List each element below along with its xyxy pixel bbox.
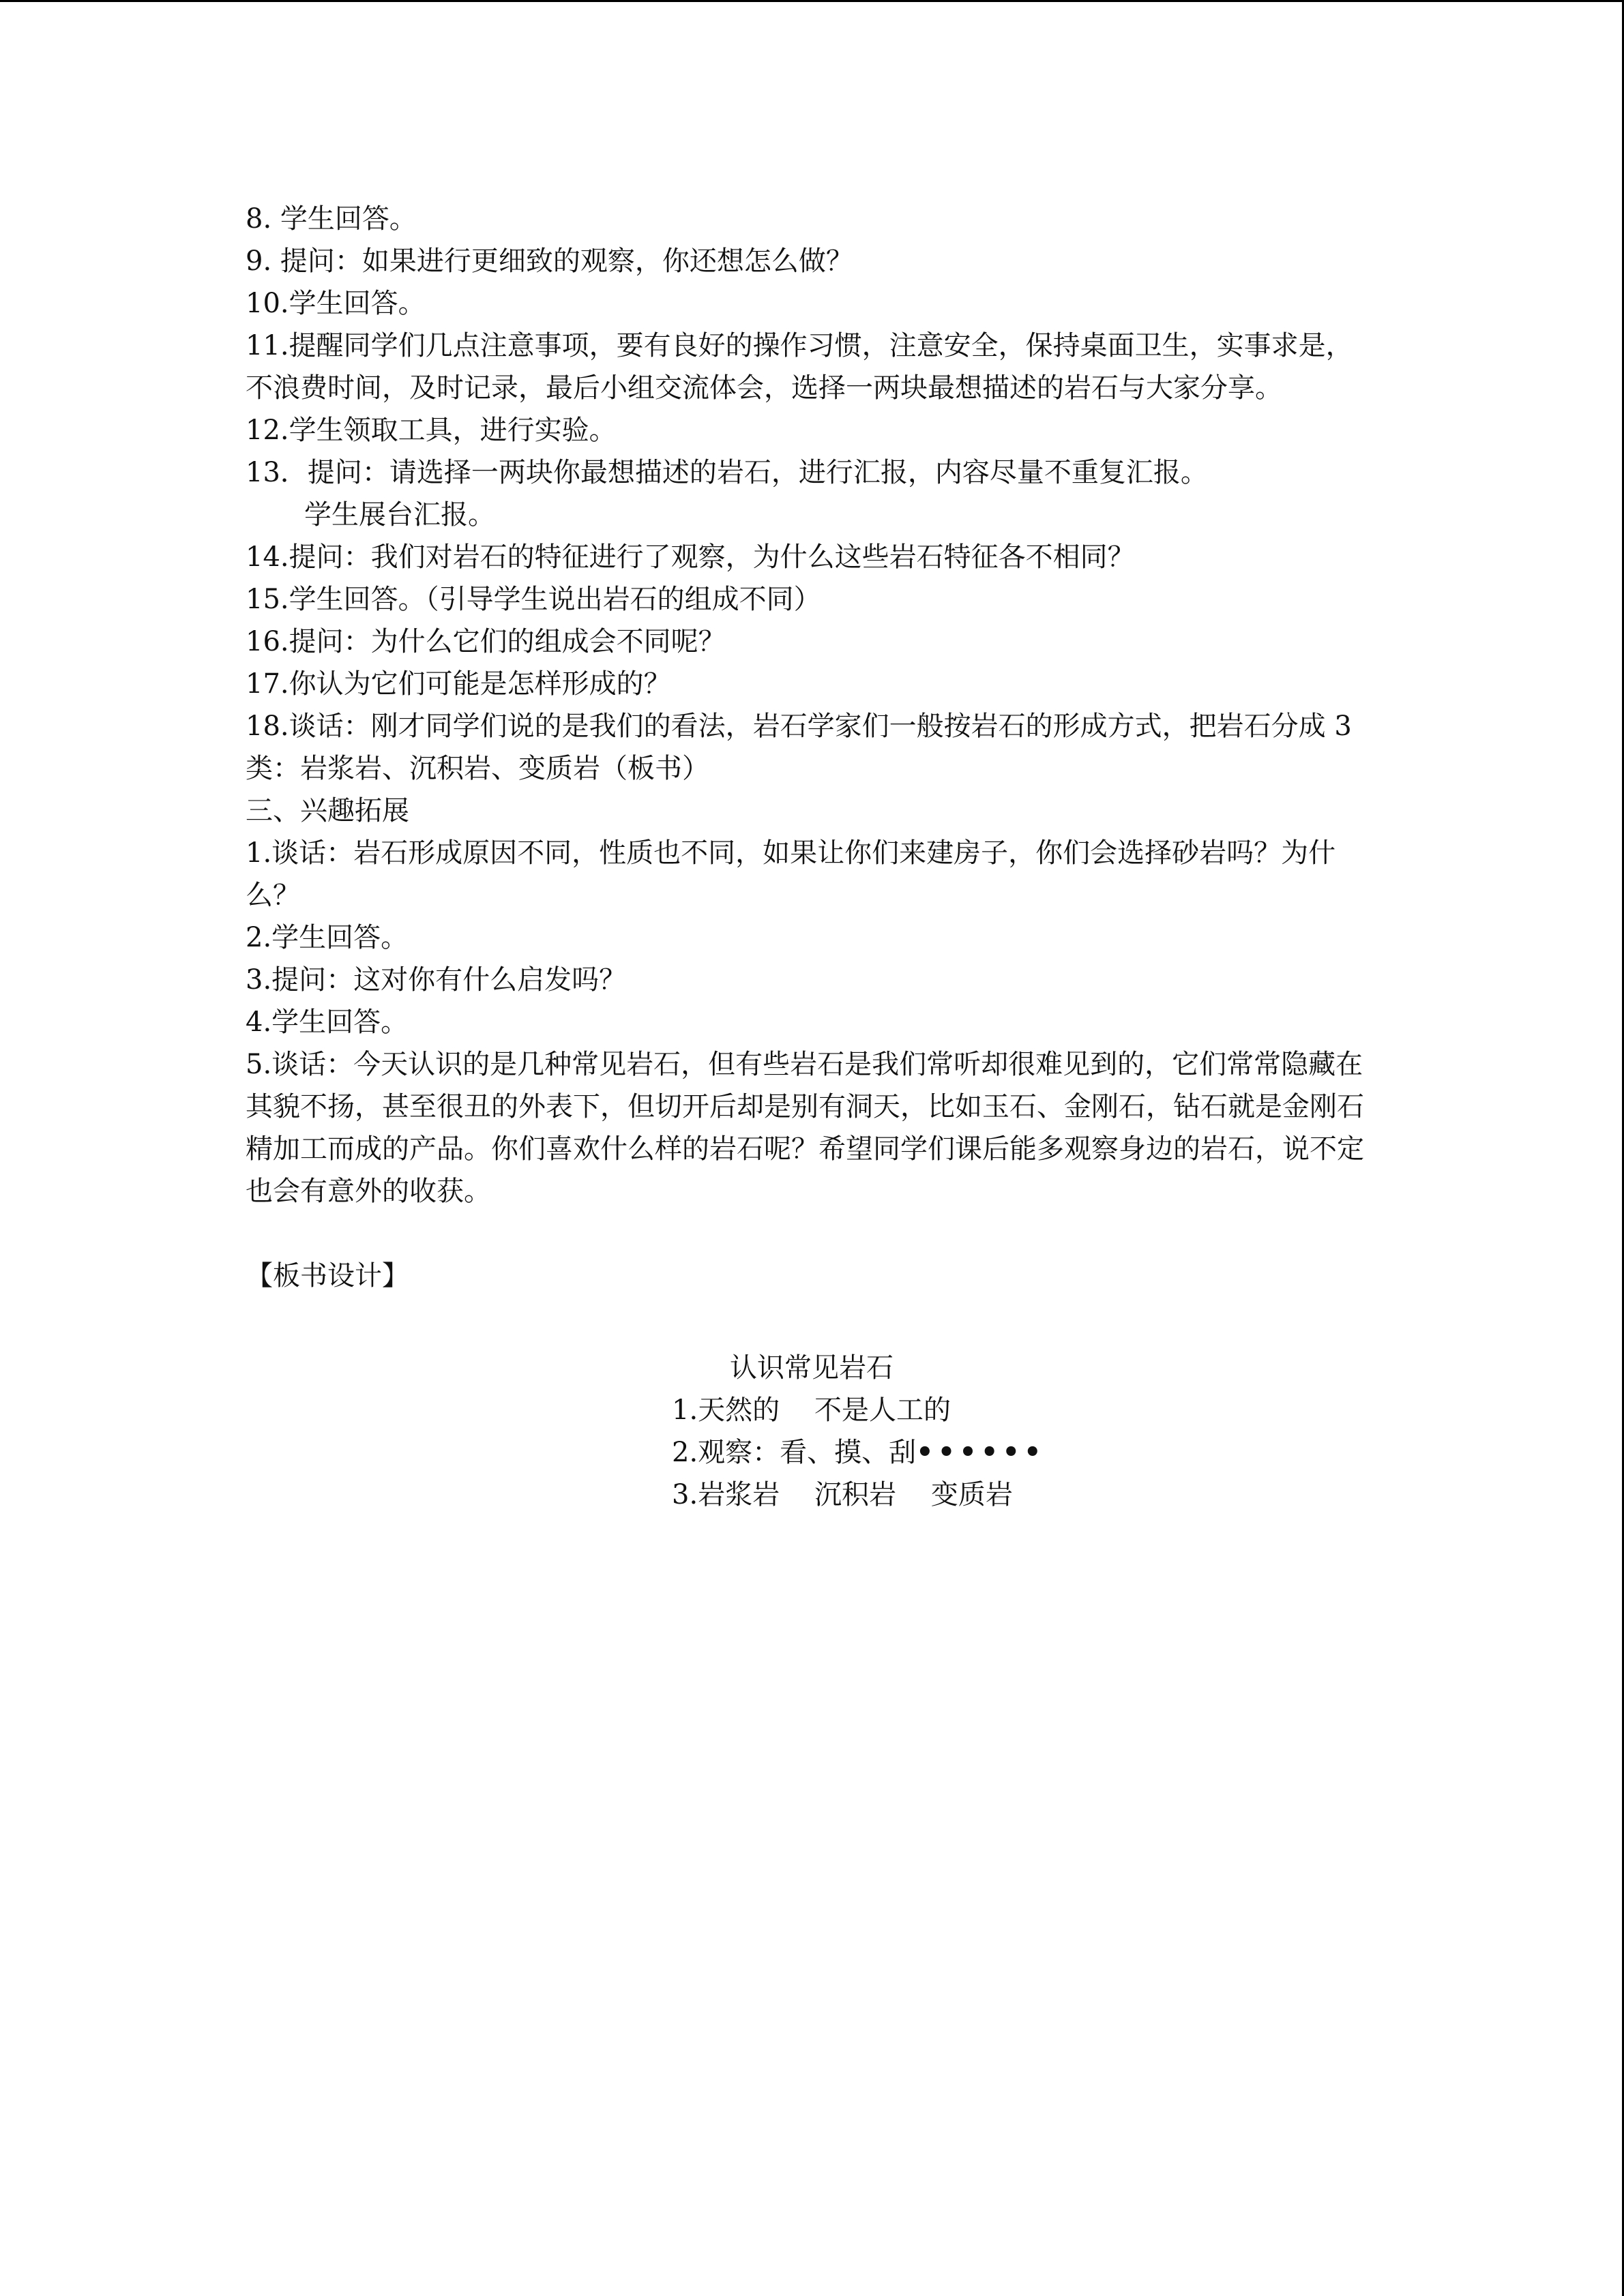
interest-line-5: 5.谈话：今天认识的是几种常见岩石，但有些岩石是我们常听却很难见到的，它们常常隐藏在其貌不扬，甚至很丑的外表下，但切开后却是别有洞天，比如玉石、金刚石，钻石就是金刚石精加工而成的产品。你们喜欢什么样的岩石呢？希望同学们课后能多观察身边的岩石，说不定也会有意外的收获。 <box>246 1049 1364 1207</box>
line-9: 9. 提问：如果进行更细致的观察，你还想怎么做？ <box>246 245 853 277</box>
line-10: 10.学生回答。 <box>246 288 426 319</box>
interest-line-1: 1.谈话：岩石形成原因不同，性质也不同，如果让你们来建房子，你们会选择砂岩吗？为什么？ <box>246 837 1336 911</box>
interest-line-2: 2.学生回答。 <box>246 922 409 953</box>
board-design-heading: 【板书设计】 <box>246 1260 409 1292</box>
board-design <box>672 1347 1046 1516</box>
board-item-2-text: 2.观察：看、摸、刮 <box>672 1437 917 1468</box>
spacer <box>246 1212 1378 1255</box>
line-15: 15.学生回答。（引导学生说出岩石的组成不同） <box>246 584 821 615</box>
board-item-2 <box>672 1431 1046 1474</box>
board-item-1: 1.天然的 不是人工的 <box>672 1395 951 1426</box>
ellipsis-dots: •••••• <box>916 1436 1046 1468</box>
line-11: 11.提醒同学们几点注意事项，要有良好的操作习惯，注意安全，保持桌面卫生，实事求是，不浪费时间，及时记录，最后小组交流体会，选择一两块最想描述的岩石与大家分享。 <box>246 330 1353 404</box>
line-12: 12.学生领取工具，进行实验。 <box>246 415 617 446</box>
line-17: 17.你认为它们可能是怎样形成的？ <box>246 668 671 700</box>
section-heading-interest: 三、兴趣拓展 <box>246 795 409 826</box>
line-13-sub: 学生展台汇报。 <box>304 499 495 531</box>
board-item-3: 3.岩浆岩 沉积岩 变质岩 <box>672 1479 1013 1510</box>
board-title: 认识常见岩石 <box>730 1352 894 1384</box>
line-16: 16.提问：为什么它们的组成会不同呢？ <box>246 626 726 657</box>
line-13: 13．提问：请选择一两块你最想描述的岩石，进行汇报，内容尽量不重复汇报。 <box>246 457 1208 488</box>
line-18: 18.谈话：刚才同学们说的是我们的看法，岩石学家们一般按岩石的形成方式，把岩石分成 3 类：岩浆岩、沉积岩、变质岩（板书） <box>246 711 1352 784</box>
interest-line-3: 3.提问：这对你有什么启发吗？ <box>246 964 627 996</box>
line-14: 14.提问：我们对岩石的特征进行了观察，为什么这些岩石特征各不相同？ <box>246 541 1135 573</box>
interest-line-4: 4.学生回答。 <box>246 1007 409 1038</box>
line-8: 8. 学生回答。 <box>246 203 417 235</box>
document-body <box>246 198 1378 1297</box>
